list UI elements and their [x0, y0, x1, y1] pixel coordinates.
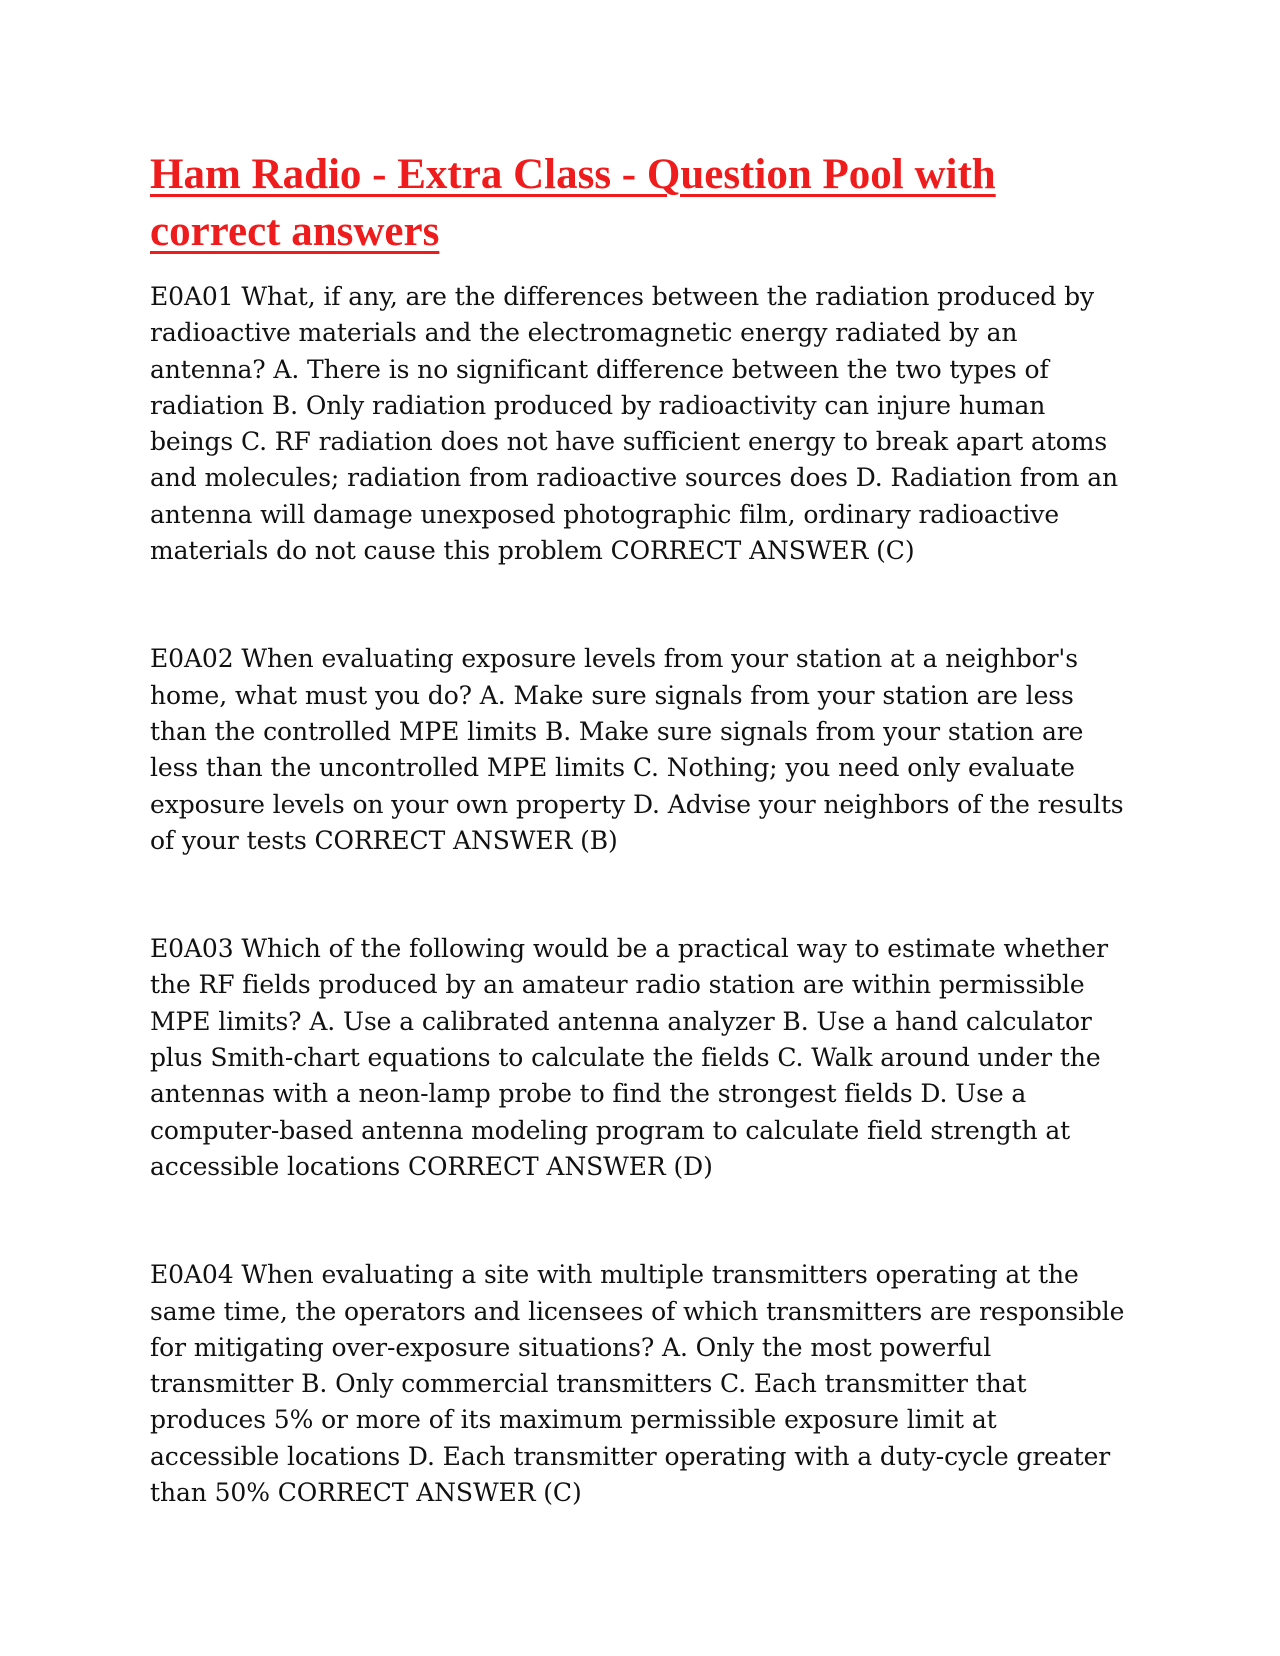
question-item-e0a01 [150, 279, 1130, 569]
correct-answer: CORRECT ANSWER (B) [314, 825, 618, 855]
document-title: Ham Radio - Extra Class - Question Pool with correct answers [150, 151, 996, 255]
question-item-e0a03 [150, 931, 1130, 1185]
question-text: E0A04 When evaluating a site with multiple transmitters operating at the same time, the operators and licensees of which transmitters are responsible for mitigating over-exposure situations? A. Only the most powerful transmitter B. Only commercial transmitters C. Each transmitter that produces 5% or more of its maximum permissible exposure limit at accessible locations D. Each transmitter operating with a duty-cycle greater than 50% [150, 1260, 1125, 1508]
question-item-e0a04 [150, 1257, 1130, 1511]
question-list [150, 279, 1130, 1511]
question-text: E0A02 When evaluating exposure levels from your station at a neighbor's home, what must you do? A. Make sure signals from your station are less than the controlled MPE limits B. Make sure signals from your station are less than the uncontrolled MPE limits C. Nothing; you need only evaluate exposure levels on your own property D. Advise your neighbors of the results of your tests [150, 644, 1124, 855]
question-text: E0A01 What, if any, are the differences between the radiation produced by radioactive materials and the electromagnetic energy radiated by an antenna? A. There is no significant difference between the two types of radiation B. Only radiation produced by radioactivity can injure human beings C. RF radiation does not have sufficient energy to break apart atoms and molecules; radiation from radioactive sources does D. Radiation from an antenna will damage unexposed photographic film, ordinary radioactive materials do not cause this problem [150, 282, 1119, 566]
correct-answer: CORRECT ANSWER (C) [610, 536, 915, 566]
correct-answer: CORRECT ANSWER (D) [407, 1151, 713, 1181]
correct-answer: CORRECT ANSWER (C) [277, 1478, 582, 1508]
document-content [150, 146, 1130, 1583]
question-item-e0a02 [150, 641, 1130, 859]
question-text: E0A03 Which of the following would be a practical way to estimate whether the RF fields produced by an amateur radio station are within permissible MPE limits? A. Use a calibrated antenna analyzer B. Use a hand calculator plus Smith-chart equations to calculate the fields C. Walk around under the antennas with a neon-lamp probe to find the strongest fields D. Use a computer-based antenna modeling program to calculate field strength at accessible locations [150, 934, 1108, 1181]
